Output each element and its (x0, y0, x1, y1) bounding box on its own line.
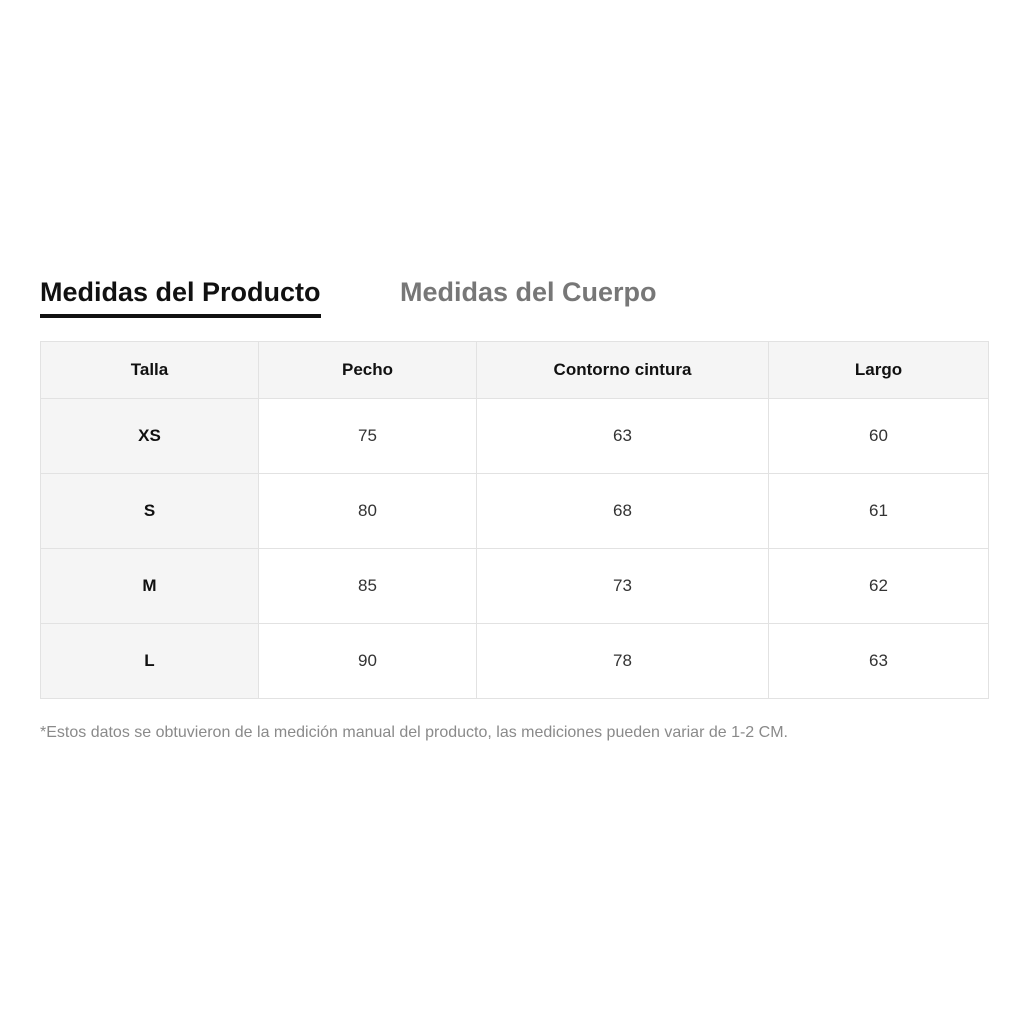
length-cell: 62 (769, 549, 989, 624)
size-cell: L (41, 624, 259, 699)
header-length: Largo (769, 342, 989, 399)
size-cell: XS (41, 399, 259, 474)
waist-cell: 63 (477, 399, 769, 474)
length-cell: 63 (769, 624, 989, 699)
tab-product-measurements[interactable]: Medidas del Producto (40, 270, 321, 318)
waist-cell: 68 (477, 474, 769, 549)
table-row (41, 474, 989, 549)
table-header-row (41, 342, 989, 399)
chest-cell: 85 (259, 549, 477, 624)
chest-cell: 80 (259, 474, 477, 549)
size-cell: M (41, 549, 259, 624)
tab-body-measurements[interactable]: Medidas del Cuerpo (400, 277, 657, 307)
table-row (41, 399, 989, 474)
size-cell: S (41, 474, 259, 549)
header-waist: Contorno cintura (477, 342, 769, 399)
waist-cell: 73 (477, 549, 769, 624)
chest-cell: 90 (259, 624, 477, 699)
chest-cell: 75 (259, 399, 477, 474)
table-row (41, 624, 989, 699)
measurement-disclaimer: *Estos datos se obtuvieron de la medición manual del producto, las mediciones pueden variar de 1-2 CM. (40, 724, 788, 741)
header-size: Talla (41, 342, 259, 399)
length-cell: 60 (769, 399, 989, 474)
table-row (41, 549, 989, 624)
length-cell: 61 (769, 474, 989, 549)
size-table (40, 341, 989, 699)
header-chest: Pecho (259, 342, 477, 399)
waist-cell: 78 (477, 624, 769, 699)
